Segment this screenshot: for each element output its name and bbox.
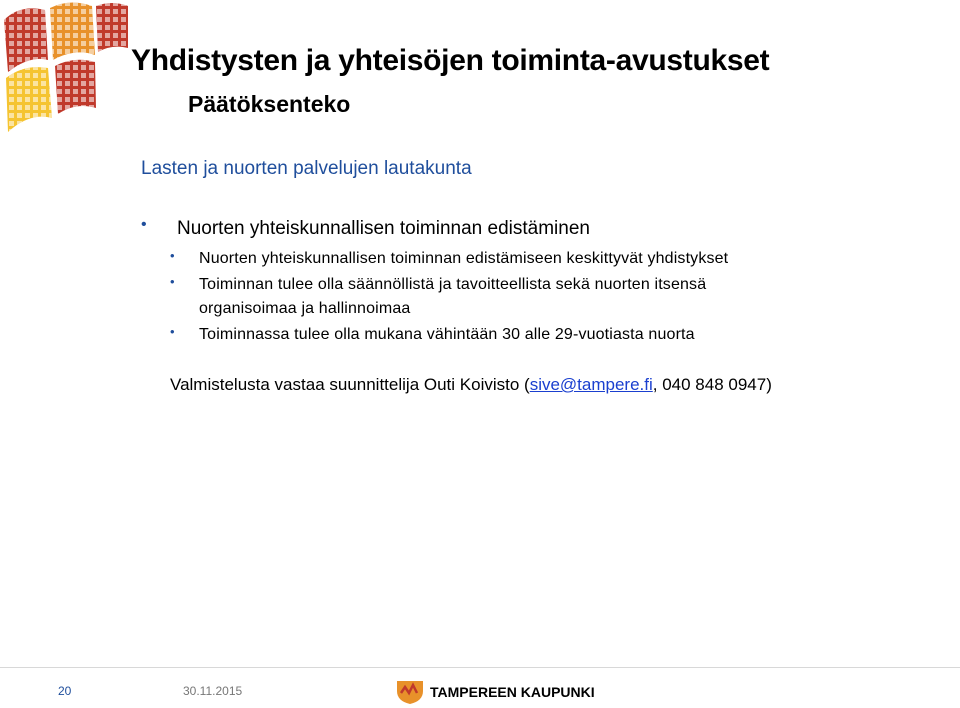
sub-bullet-text: Toiminnan tulee olla säännöllistä ja tavoitteellista sekä nuorten itsensä xyxy=(199,276,707,293)
bullet-icon: • xyxy=(141,216,147,233)
footer-divider xyxy=(0,667,960,668)
contact-suffix: , 040 848 0947) xyxy=(652,375,772,394)
sub-bullet-text: Nuorten yhteiskunnallisen toiminnan edistämiseen keskittyvät yhdistykset xyxy=(199,250,729,267)
sub-bullet-text: Toiminnassa tulee olla mukana vähintään 30 alle 29-vuotiasta nuorta xyxy=(199,326,695,343)
bullet-icon: • xyxy=(170,324,175,339)
tampere-crest-icon xyxy=(395,679,425,705)
main-bullet-text: Nuorten yhteiskunnallisen toiminnan edistäminen xyxy=(177,218,590,239)
sub-bullet-text: organisoimaa ja hallinnoimaa xyxy=(199,300,411,317)
contact-prefix: Valmistelusta vastaa suunnittelija Outi Koivisto ( xyxy=(170,375,530,394)
decorative-tile-logo-icon xyxy=(0,0,140,140)
email-link[interactable]: sive@tampere.fi xyxy=(529,375,653,394)
page-number: 20 xyxy=(58,684,72,698)
bullet-icon: • xyxy=(170,248,175,263)
bullet-icon: • xyxy=(170,274,175,289)
slide-subtitle: Päätöksenteko xyxy=(188,91,351,117)
board-name: Lasten ja nuorten palvelujen lautakunta xyxy=(141,158,472,179)
slide-title: Yhdistysten ja yhteisöjen toiminta-avustukset xyxy=(131,44,770,77)
contact-line xyxy=(170,375,772,395)
organization-name: TAMPEREEN KAUPUNKI xyxy=(430,684,595,700)
footer-date: 30.11.2015 xyxy=(183,684,243,698)
